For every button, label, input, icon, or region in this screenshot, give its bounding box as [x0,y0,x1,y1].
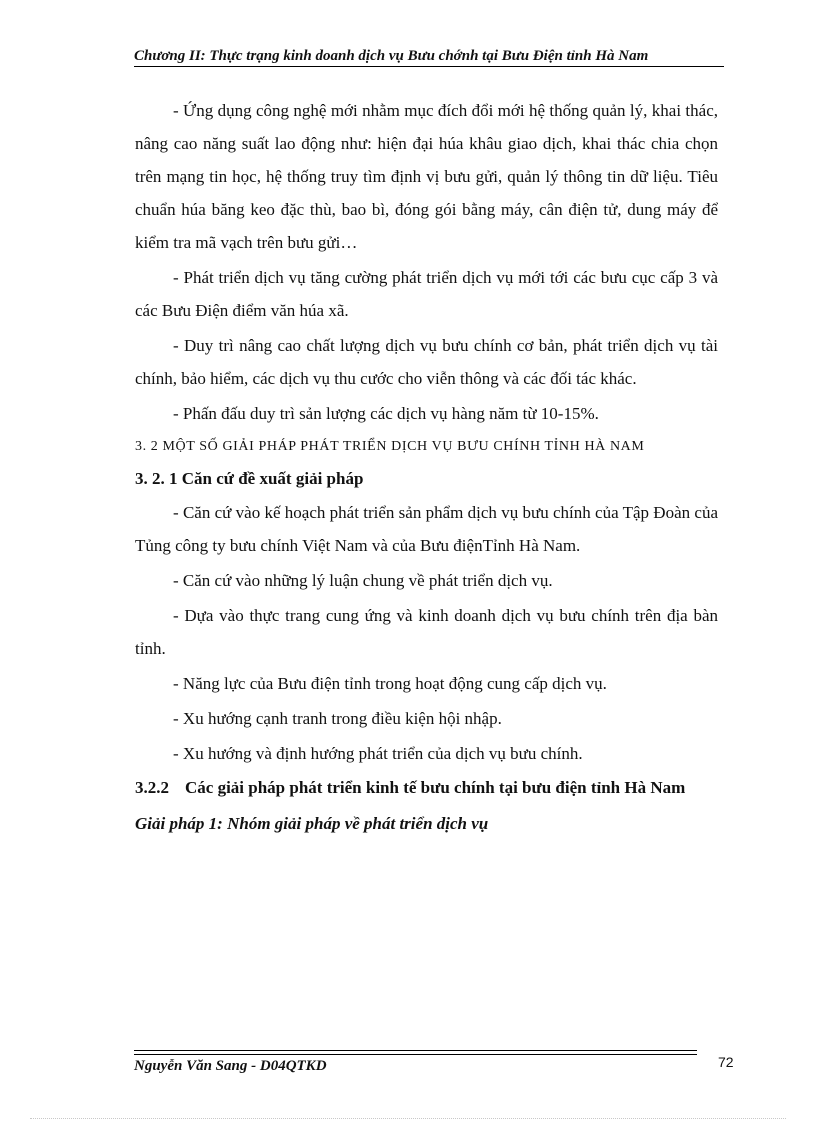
subsection-title: Các giải pháp phát triển kinh tế bưu chính tại bưu điện tỉnh Hà Nam [185,778,686,797]
paragraph: - Phấn đấu duy trì sản lượng các dịch vụ hàng năm từ 10-15%. [173,404,599,423]
list-item: - Xu hướng cạnh tranh trong điều kiện hội nhập. [173,709,502,728]
running-header: Chương II: Thực trạng kinh doanh dịch vụ Bưu chớnh tại Bưu Điện tỉnh Hà Nam [134,48,724,67]
paragraph: - Ứng dụng công nghệ mới nhằm mục đích đổi mới hệ thống quản lý, khai thác, nâng cao năng suất lao động như: hiện đại húa khâu giao dịch, khai thác chia chọn trên mạng tin học, hệ thống truy tìm định vị bưu gửi, quản lý thông tin dữ liệu. Tiêu chuẩn húa băng keo đặc thù, bao bì, đóng gói bằng máy, cân điện tử, dung máy để kiểm tra mã vạch trên bưu gửi… [135,101,718,252]
list-item: - Căn cứ vào kế hoạch phát triển sản phẩm dịch vụ bưu chính của Tập Đoàn của Tủng công ty bưu chính Việt Nam và của Bưu điệnTỉnh Hà Nam. [135,503,718,555]
page-edge-divider [30,1118,786,1119]
list-item: - Năng lực của Bưu điện tỉnh trong hoạt động cung cấp dịch vụ. [173,674,607,693]
page-number: 72 [718,1054,734,1070]
paragraph: - Duy trì nâng cao chất lượng dịch vụ bưu chính cơ bản, phát triển dịch vụ tài chính, bảo hiểm, các dịch vụ thu cước cho viễn thông và các đối tác khác. [135,336,718,388]
list-item: - Xu hướng và định hướng phát triển của dịch vụ bưu chính. [173,744,583,763]
solution-heading: Giải pháp 1: Nhóm giải pháp về phát triển dịch vụ [135,814,489,833]
subsection-heading [135,772,718,804]
page-body [135,94,718,840]
list-item: - Căn cứ vào những lý luận chung về phát triển dịch vụ. [173,571,553,590]
footer-author: Nguyễn Văn Sang - D04QTKD [134,1058,327,1074]
section-heading: 3. 2 MỘT SỐ GIẢI PHÁP PHÁT TRIỂN DỊCH VỤ BƯU CHÍNH TỈNH HÀ NAM [135,439,645,454]
footer-rule [134,1054,697,1055]
subsection-number: 3.2.2 [135,778,169,797]
subsection-heading: 3. 2. 1 Căn cứ đề xuất giải pháp [135,469,364,488]
paragraph: - Phát triển dịch vụ tăng cường phát triển dịch vụ mới tới các bưu cục cấp 3 và các Bưu Điện điểm văn húa xã. [135,268,718,320]
list-item: - Dựa vào thực trang cung ứng và kinh doanh dịch vụ bưu chính trên địa bàn tỉnh. [135,606,718,658]
footer-rule [134,1050,697,1051]
